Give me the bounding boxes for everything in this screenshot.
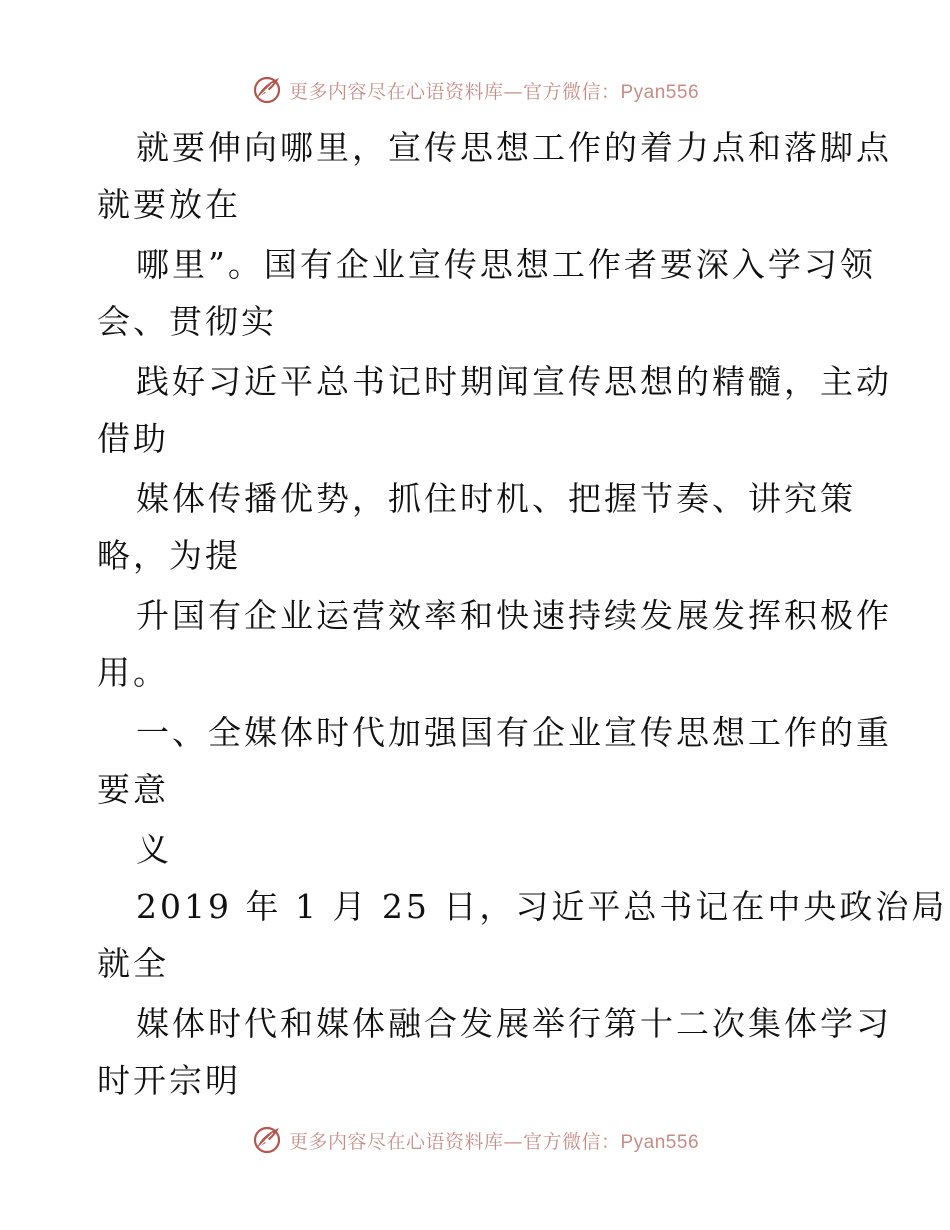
text-line: 媒体传播优势，抓住时机、把握节奏、讲究策 [136,479,856,518]
text-line: 升国有企业运营效率和快速持续发展发挥积极作 [136,596,892,635]
text-line: 时开宗明 [97,1061,241,1100]
text-line: 2019 年 1 月 25 日，习近平总书记在中央政治局 [136,887,948,926]
section-heading-line: 要意 [97,770,169,809]
text-line: 就要放在 [97,185,241,224]
text-line: 践好习近平总书记时期闻宣传思想的精髓，主动 [136,362,892,401]
header-watermark-id: Pyan556 [620,81,700,103]
text-line: 媒体时代和媒体融合发展举行第十二次集体学习 [136,1004,892,1043]
quill-logo-icon [251,1124,283,1156]
section-heading-line: 一、全媒体时代加强国有企业宣传思想工作的重 [136,713,892,752]
text-line: 就全 [97,944,169,983]
text-line: 会、贯彻实 [97,302,277,341]
section-heading-line: 义 [136,830,172,869]
text-line: 略，为提 [97,536,241,575]
footer-watermark-banner [0,1120,950,1160]
text-line: 用。 [97,653,169,692]
footer-watermark-text: 更多内容尽在心语资料库—官方微信：Pyan556 [288,1130,700,1153]
text-line: 哪里”。国有企业宣传思想工作者要深入学习领 [136,245,876,284]
text-line: 就要伸向哪里，宣传思想工作的着力点和落脚点 [136,128,892,167]
header-watermark-text: 更多内容尽在心语资料库—官方微信：Pyan556 [288,80,700,103]
footer-watermark-id: Pyan556 [620,1131,700,1153]
text-line: 借助 [97,419,169,458]
